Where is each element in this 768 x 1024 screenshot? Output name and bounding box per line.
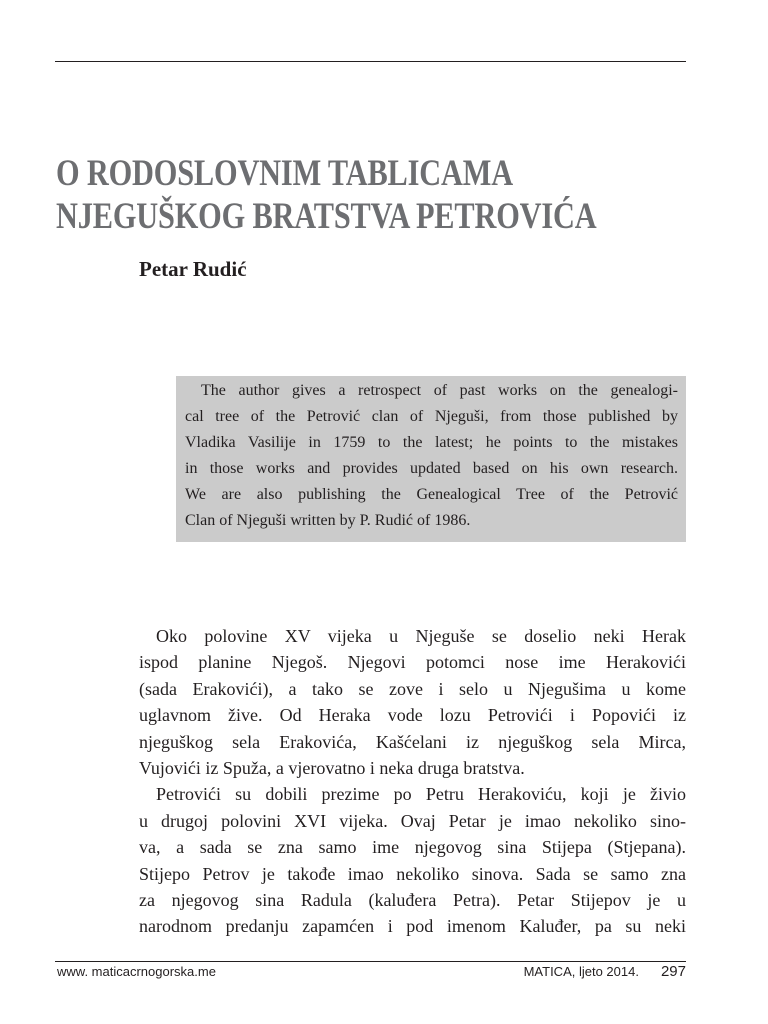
body-line: Oko polovine XV vijeka u Njeguše se doselio neki Herak	[156, 626, 686, 646]
article-title-line-2: NJEGUŠKOG BRATSTVA PETROVIĆA	[56, 196, 597, 237]
article-author: Petar Rudić	[139, 257, 247, 281]
body-line: va, a sada se zna samo ime njegovog sina Stijepa (Stjepana).	[139, 837, 686, 858]
footer-website: www. maticacrnogorska.me	[57, 964, 216, 979]
article-title	[56, 152, 597, 238]
footer-rule	[55, 961, 686, 962]
footer-journal: MATICA, ljeto 2014.	[523, 964, 639, 979]
body-line: narodnom predanju zapamćen i pod imenom Kaluđer, pa su neki	[139, 916, 686, 937]
abstract-line: in those works and provides updated based on his own research.	[185, 460, 678, 477]
abstract-box	[176, 376, 686, 542]
body-line: u drugoj polovini XVI vijeka. Ovaj Petar je imao nekoliko sino-	[139, 810, 686, 831]
body-line: za njegovog sina Radula (kaluđera Petra). Petar Stijepov je u	[139, 889, 686, 910]
body-line: ispod planine Njegoš. Njegovi potomci nose ime Herakovići	[139, 652, 686, 673]
abstract-line: The author gives a retrospect of past works on the genealogi-	[201, 382, 678, 399]
body-line: (sada Erakovići), a tako se zove i selo u Njegušima u kome	[139, 678, 686, 699]
abstract-line: We are also publishing the Genealogical Tree of the Petrović	[185, 486, 678, 503]
footer-right	[524, 964, 686, 980]
abstract-line: Vladika Vasilije in 1759 to the latest; he points to the mistakes	[185, 434, 678, 451]
body-text	[139, 623, 686, 940]
article-title-line-1: O RODOSLOVNIM TABLICAMA	[56, 153, 513, 194]
header-rule	[55, 61, 686, 62]
body-line: Petrovići su dobili prezime po Petru Herakoviću, koji je živio	[156, 784, 686, 805]
page-number: 297	[660, 963, 686, 980]
body-line: uglavnom žive. Od Heraka vode lozu Petrovići i Popovići iz	[139, 705, 686, 726]
body-line: Stijepo Petrov je takođe imao nekoliko sinova. Sada se samo zna	[139, 863, 686, 884]
abstract-line: Clan of Njeguši written by P. Rudić of 1986.	[185, 512, 471, 529]
body-line: Vujovići iz Spuža, a vjerovatno i neka druga bratstva.	[139, 757, 525, 778]
abstract-line: cal tree of the Petrović clan of Njeguši, from those published by	[185, 408, 678, 425]
body-line: njeguškog sela Erakovića, Kašćelani iz njeguškog sela Mirca,	[139, 731, 686, 752]
